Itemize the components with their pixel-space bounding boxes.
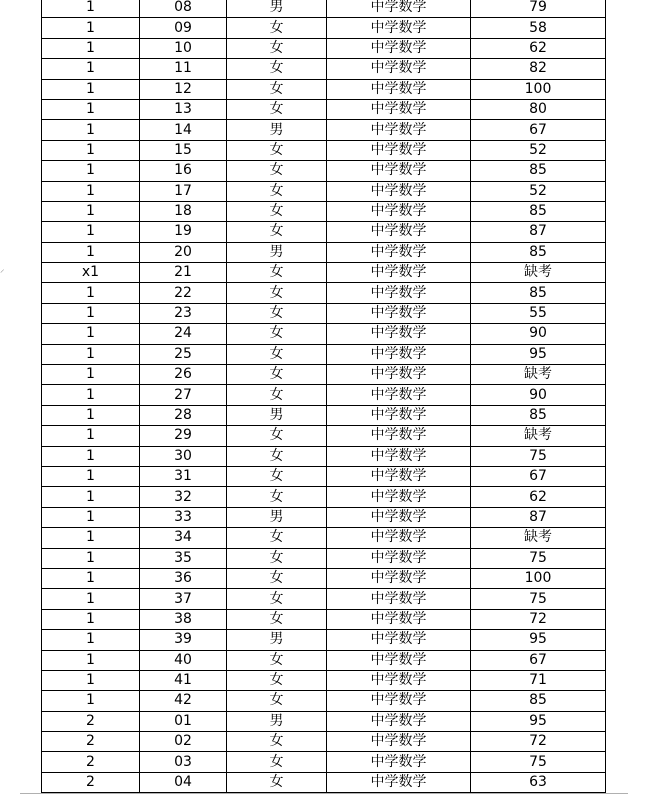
table-row: [42, 528, 606, 548]
subject-cell: 中学数学: [327, 405, 471, 425]
gender-cell: 女: [227, 263, 327, 283]
score-cell: 67: [471, 466, 606, 486]
score-cell: 缺考: [471, 365, 606, 385]
gender-cell: 女: [227, 283, 327, 303]
gender-cell: 女: [227, 181, 327, 201]
class-cell: 1: [42, 242, 140, 262]
gender-cell: 女: [227, 466, 327, 486]
table-row: [42, 589, 606, 609]
student-number-cell: 14: [140, 120, 227, 140]
score-cell: 95: [471, 344, 606, 364]
gender-cell: 女: [227, 589, 327, 609]
subject-cell: 中学数学: [327, 222, 471, 242]
table-row: [42, 140, 606, 160]
subject-cell: 中学数学: [327, 609, 471, 629]
gender-cell: 女: [227, 222, 327, 242]
score-cell: 90: [471, 324, 606, 344]
subject-cell: 中学数学: [327, 732, 471, 752]
table-row: [42, 772, 606, 792]
score-cell: 71: [471, 670, 606, 690]
student-number-cell: 24: [140, 324, 227, 344]
gender-cell: 女: [227, 772, 327, 792]
gender-cell: 女: [227, 609, 327, 629]
subject-cell: 中学数学: [327, 181, 471, 201]
student-number-cell: 36: [140, 568, 227, 588]
student-number-cell: 42: [140, 691, 227, 711]
student-number-cell: 09: [140, 18, 227, 38]
table-row: [42, 283, 606, 303]
subject-cell: 中学数学: [327, 752, 471, 772]
class-cell: 1: [42, 0, 140, 18]
student-number-cell: 10: [140, 38, 227, 58]
subject-cell: 中学数学: [327, 201, 471, 221]
score-cell: 85: [471, 161, 606, 181]
student-number-cell: 29: [140, 426, 227, 446]
gender-cell: 女: [227, 426, 327, 446]
student-number-cell: 27: [140, 385, 227, 405]
table-row: [42, 120, 606, 140]
table-row: [42, 303, 606, 323]
student-number-cell: 02: [140, 732, 227, 752]
gender-cell: 女: [227, 385, 327, 405]
student-number-cell: 11: [140, 59, 227, 79]
student-number-cell: 04: [140, 772, 227, 792]
class-cell: 1: [42, 507, 140, 527]
subject-cell: 中学数学: [327, 38, 471, 58]
score-cell: 55: [471, 303, 606, 323]
subject-cell: 中学数学: [327, 548, 471, 568]
subject-cell: 中学数学: [327, 507, 471, 527]
gender-cell: 女: [227, 140, 327, 160]
subject-cell: 中学数学: [327, 385, 471, 405]
gender-cell: 女: [227, 548, 327, 568]
class-cell: 1: [42, 303, 140, 323]
student-number-cell: 33: [140, 507, 227, 527]
student-number-cell: 01: [140, 711, 227, 731]
class-cell: 1: [42, 181, 140, 201]
student-number-cell: 19: [140, 222, 227, 242]
score-cell: 72: [471, 609, 606, 629]
score-cell: 95: [471, 711, 606, 731]
student-number-cell: 35: [140, 548, 227, 568]
table-row: [42, 670, 606, 690]
class-cell: 1: [42, 201, 140, 221]
student-number-cell: 12: [140, 79, 227, 99]
student-number-cell: 13: [140, 99, 227, 119]
gender-cell: 男: [227, 630, 327, 650]
class-cell: 1: [42, 324, 140, 344]
gender-cell: 女: [227, 752, 327, 772]
table-row: [42, 181, 606, 201]
class-cell: x1: [42, 263, 140, 283]
score-cell: 63: [471, 772, 606, 792]
table-row: [42, 711, 606, 731]
subject-cell: 中学数学: [327, 344, 471, 364]
class-cell: 1: [42, 630, 140, 650]
score-cell: 85: [471, 691, 606, 711]
score-cell: 82: [471, 59, 606, 79]
class-cell: 2: [42, 752, 140, 772]
table-row: [42, 99, 606, 119]
subject-cell: 中学数学: [327, 18, 471, 38]
class-cell: 1: [42, 59, 140, 79]
student-number-cell: 41: [140, 670, 227, 690]
student-number-cell: 23: [140, 303, 227, 323]
table-row: [42, 732, 606, 752]
gender-cell: 男: [227, 0, 327, 18]
margin-mark: ⸝: [0, 265, 5, 275]
student-number-cell: 31: [140, 466, 227, 486]
class-cell: 1: [42, 426, 140, 446]
score-cell: 75: [471, 446, 606, 466]
score-cell: 缺考: [471, 263, 606, 283]
score-table: [41, 0, 606, 793]
student-number-cell: 38: [140, 609, 227, 629]
subject-cell: 中学数学: [327, 242, 471, 262]
table-row: [42, 59, 606, 79]
class-cell: 1: [42, 446, 140, 466]
class-cell: 1: [42, 691, 140, 711]
class-cell: 1: [42, 670, 140, 690]
class-cell: 1: [42, 161, 140, 181]
table-row: [42, 630, 606, 650]
gender-cell: 男: [227, 242, 327, 262]
subject-cell: 中学数学: [327, 589, 471, 609]
subject-cell: 中学数学: [327, 528, 471, 548]
subject-cell: 中学数学: [327, 161, 471, 181]
score-cell: 100: [471, 568, 606, 588]
student-number-cell: 21: [140, 263, 227, 283]
subject-cell: 中学数学: [327, 365, 471, 385]
student-number-cell: 18: [140, 201, 227, 221]
gender-cell: 男: [227, 405, 327, 425]
score-cell: 75: [471, 752, 606, 772]
score-cell: 100: [471, 79, 606, 99]
table-row: [42, 609, 606, 629]
student-number-cell: 32: [140, 487, 227, 507]
score-cell: 缺考: [471, 528, 606, 548]
gender-cell: 女: [227, 59, 327, 79]
table-row: [42, 263, 606, 283]
class-cell: 1: [42, 38, 140, 58]
table-row: [42, 344, 606, 364]
score-cell: 52: [471, 140, 606, 160]
student-number-cell: 17: [140, 181, 227, 201]
class-cell: 1: [42, 140, 140, 160]
score-cell: 90: [471, 385, 606, 405]
table-row: [42, 691, 606, 711]
gender-cell: 女: [227, 18, 327, 38]
gender-cell: 男: [227, 507, 327, 527]
subject-cell: 中学数学: [327, 263, 471, 283]
class-cell: 2: [42, 732, 140, 752]
class-cell: 1: [42, 405, 140, 425]
table-row: [42, 385, 606, 405]
subject-cell: 中学数学: [327, 711, 471, 731]
gender-cell: 女: [227, 303, 327, 323]
student-number-cell: 16: [140, 161, 227, 181]
table-row: [42, 201, 606, 221]
student-number-cell: 28: [140, 405, 227, 425]
table-row: [42, 650, 606, 670]
gender-cell: 男: [227, 120, 327, 140]
student-number-cell: 25: [140, 344, 227, 364]
gender-cell: 女: [227, 324, 327, 344]
score-cell: 87: [471, 222, 606, 242]
class-cell: 2: [42, 711, 140, 731]
subject-cell: 中学数学: [327, 670, 471, 690]
subject-cell: 中学数学: [327, 466, 471, 486]
table-row: [42, 324, 606, 344]
score-table-body: [42, 0, 606, 793]
table-row: [42, 79, 606, 99]
score-cell: 62: [471, 487, 606, 507]
student-number-cell: 34: [140, 528, 227, 548]
gender-cell: 女: [227, 365, 327, 385]
class-cell: 1: [42, 650, 140, 670]
subject-cell: 中学数学: [327, 99, 471, 119]
class-cell: 1: [42, 385, 140, 405]
score-cell: 75: [471, 548, 606, 568]
score-cell: 85: [471, 242, 606, 262]
table-row: [42, 365, 606, 385]
gender-cell: 女: [227, 79, 327, 99]
subject-cell: 中学数学: [327, 140, 471, 160]
subject-cell: 中学数学: [327, 568, 471, 588]
gender-cell: 女: [227, 732, 327, 752]
gender-cell: 女: [227, 38, 327, 58]
table-row: [42, 752, 606, 772]
table-row: [42, 242, 606, 262]
table-row: [42, 405, 606, 425]
student-number-cell: 08: [140, 0, 227, 18]
class-cell: 1: [42, 222, 140, 242]
score-cell: 80: [471, 99, 606, 119]
student-number-cell: 37: [140, 589, 227, 609]
score-cell: 58: [471, 18, 606, 38]
score-cell: 67: [471, 120, 606, 140]
table-row: [42, 18, 606, 38]
table-row: [42, 426, 606, 446]
table-row: [42, 38, 606, 58]
class-cell: 1: [42, 528, 140, 548]
class-cell: 1: [42, 99, 140, 119]
student-number-cell: 39: [140, 630, 227, 650]
class-cell: 1: [42, 548, 140, 568]
subject-cell: 中学数学: [327, 446, 471, 466]
class-cell: 1: [42, 589, 140, 609]
table-row: [42, 222, 606, 242]
student-number-cell: 15: [140, 140, 227, 160]
table-row: [42, 487, 606, 507]
score-cell: 52: [471, 181, 606, 201]
score-cell: 62: [471, 38, 606, 58]
gender-cell: 女: [227, 670, 327, 690]
class-cell: 1: [42, 120, 140, 140]
student-number-cell: 26: [140, 365, 227, 385]
class-cell: 1: [42, 283, 140, 303]
class-cell: 2: [42, 772, 140, 792]
class-cell: 1: [42, 487, 140, 507]
subject-cell: 中学数学: [327, 487, 471, 507]
score-cell: 95: [471, 630, 606, 650]
student-number-cell: 30: [140, 446, 227, 466]
subject-cell: 中学数学: [327, 59, 471, 79]
class-cell: 1: [42, 568, 140, 588]
subject-cell: 中学数学: [327, 120, 471, 140]
gender-cell: 女: [227, 487, 327, 507]
class-cell: 1: [42, 79, 140, 99]
gender-cell: 女: [227, 99, 327, 119]
subject-cell: 中学数学: [327, 772, 471, 792]
gender-cell: 女: [227, 344, 327, 364]
score-cell: 79: [471, 0, 606, 18]
gender-cell: 女: [227, 650, 327, 670]
student-number-cell: 03: [140, 752, 227, 772]
gender-cell: 女: [227, 201, 327, 221]
subject-cell: 中学数学: [327, 79, 471, 99]
score-cell: 75: [471, 589, 606, 609]
gender-cell: 女: [227, 691, 327, 711]
class-cell: 1: [42, 18, 140, 38]
subject-cell: 中学数学: [327, 283, 471, 303]
table-row: [42, 161, 606, 181]
score-cell: 72: [471, 732, 606, 752]
class-cell: 1: [42, 365, 140, 385]
subject-cell: 中学数学: [327, 426, 471, 446]
gender-cell: 女: [227, 568, 327, 588]
table-row: [42, 548, 606, 568]
score-cell: 67: [471, 650, 606, 670]
class-cell: 1: [42, 466, 140, 486]
table-row: [42, 0, 606, 18]
subject-cell: 中学数学: [327, 650, 471, 670]
student-number-cell: 20: [140, 242, 227, 262]
subject-cell: 中学数学: [327, 630, 471, 650]
student-number-cell: 22: [140, 283, 227, 303]
gender-cell: 女: [227, 528, 327, 548]
table-row: [42, 446, 606, 466]
gender-cell: 女: [227, 446, 327, 466]
table-row: [42, 507, 606, 527]
score-cell: 87: [471, 507, 606, 527]
table-row: [42, 466, 606, 486]
student-number-cell: 40: [140, 650, 227, 670]
score-cell: 缺考: [471, 426, 606, 446]
score-cell: 85: [471, 283, 606, 303]
subject-cell: 中学数学: [327, 691, 471, 711]
score-cell: 85: [471, 405, 606, 425]
subject-cell: 中学数学: [327, 324, 471, 344]
subject-cell: 中学数学: [327, 0, 471, 18]
subject-cell: 中学数学: [327, 303, 471, 323]
class-cell: 1: [42, 344, 140, 364]
gender-cell: 女: [227, 161, 327, 181]
gender-cell: 男: [227, 711, 327, 731]
score-cell: 85: [471, 201, 606, 221]
class-cell: 1: [42, 609, 140, 629]
table-row: [42, 568, 606, 588]
